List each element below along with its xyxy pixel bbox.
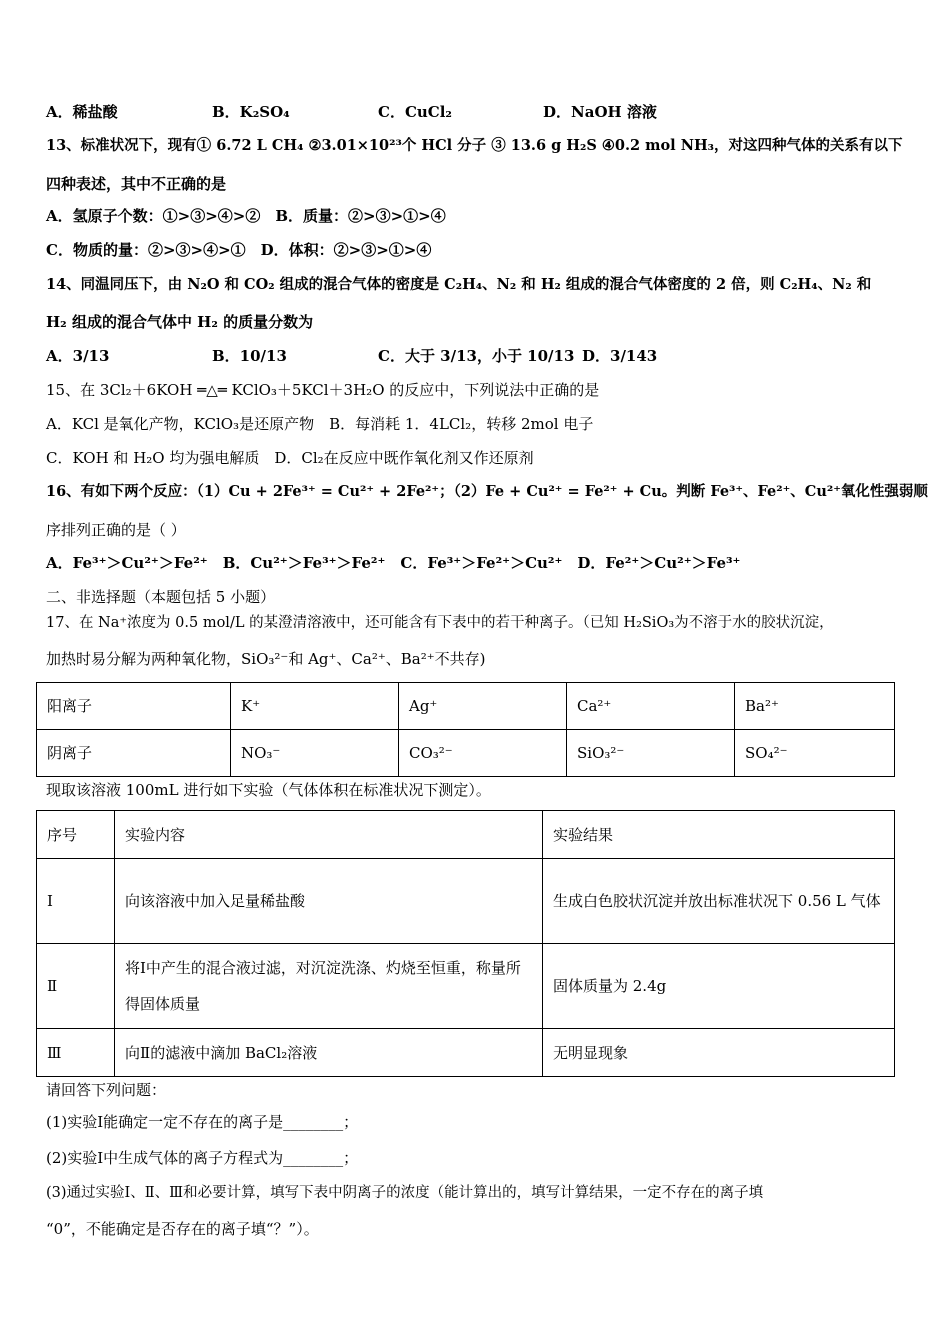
table-cell: 将Ⅰ中产生的混合液过滤，对沉淀洗涤、灼烧至恒重，称量所得固体质量 bbox=[115, 944, 543, 1029]
q17-stem: 17、在 Na⁺浓度为 0.5 mol/L 的某澄清溶液中，还可能含有下表中的若干种离子。（已知 H₂SiO₃为不溶于水的胶状沉淀， bbox=[46, 615, 834, 631]
table-cell: 向Ⅱ的滤液中滴加 BaCl₂溶液 bbox=[115, 1029, 543, 1077]
q17-sub3-cont: “0”，不能确定是否存在的离子填“？”）。 bbox=[46, 1220, 319, 1238]
table-cell: 无明显现象 bbox=[543, 1029, 895, 1077]
table-cell: SiO₃²⁻ bbox=[567, 730, 735, 777]
q14-option-d: D．3/143 bbox=[582, 347, 658, 365]
table-cell: Ca²⁺ bbox=[567, 683, 735, 730]
q13-stem: 13、标准状况下，现有① 6.72 L CH₄ ②3.01×10²³个 HCl 分子 ③ 13.6 g H₂S ④0.2 mol NH₃，对这四种气体的关系有以下 bbox=[46, 137, 903, 154]
table-cell: SO₄²⁻ bbox=[735, 730, 895, 777]
q16-stem-cont: 序排列正确的是（ ） bbox=[46, 521, 186, 539]
header-cell: 实验结果 bbox=[543, 811, 895, 859]
table-cell: 阳离子 bbox=[37, 683, 231, 730]
q17-sub1: (1)实验Ⅰ能确定一定不存在的离子是________； bbox=[46, 1113, 359, 1131]
q15-stem: 15、在 3Cl₂＋6KOH ═△═ KClO₃＋5KCl＋3H₂O 的反应中，下列说法中正确的是 bbox=[46, 381, 600, 399]
table-cell: 向该溶液中加入足量稀盐酸 bbox=[115, 859, 543, 944]
table-cell: NO₃⁻ bbox=[231, 730, 399, 777]
q14-stem: 14、同温同压下，由 N₂O 和 CO₂ 组成的混合气体的密度是 C₂H₄、N₂ 和 H₂ 组成的混合气体密度的 2 倍，则 C₂H₄、N₂ 和 bbox=[46, 276, 872, 293]
q15-options-ab: A．KCl 是氧化产物，KClO₃是还原产物 B．每消耗 1．4LCl₂，转移 2mol 电子 bbox=[46, 415, 594, 433]
table-cell: 固体质量为 2.4g bbox=[543, 944, 895, 1029]
q12-option-d: D．NaOH 溶液 bbox=[543, 103, 657, 121]
table-cell: K⁺ bbox=[231, 683, 399, 730]
q17-stem-cont: 加热时易分解为两种氧化物，SiO₃²⁻和 Ag⁺、Ca²⁺、Ba²⁺不共存) bbox=[46, 650, 486, 668]
q13-stem-cont: 四种表述，其中不正确的是 bbox=[46, 175, 227, 193]
table-row bbox=[37, 944, 895, 1029]
table-cell: Ⅲ bbox=[37, 1029, 115, 1077]
q15-options-cd: C．KOH 和 H₂O 均为强电解质 D．Cl₂在反应中既作氧化剂又作还原剂 bbox=[46, 449, 534, 467]
header-cell: 实验内容 bbox=[115, 811, 543, 859]
q12-option-b: B．K₂SO₄ bbox=[212, 103, 290, 121]
ion-table bbox=[36, 682, 895, 777]
experiment-table bbox=[36, 810, 895, 1077]
table-cell: 生成白色胶状沉淀并放出标准状况下 0.56 L 气体 bbox=[543, 859, 895, 944]
q17-intro: 现取该溶液 100mL 进行如下实验（气体体积在标准状况下测定）。 bbox=[46, 781, 491, 799]
table-row bbox=[37, 730, 895, 777]
q17-sub2: (2)实验Ⅰ中生成气体的离子方程式为________； bbox=[46, 1149, 359, 1167]
table-cell: Ⅰ bbox=[37, 859, 115, 944]
q16-options: A．Fe³⁺＞Cu²⁺＞Fe²⁺ B．Cu²⁺＞Fe³⁺＞Fe²⁺ C．Fe³⁺＞Fe²⁺＞Cu²⁺ D．Fe²⁺＞Cu²⁺＞Fe³⁺ bbox=[46, 554, 741, 572]
q17-prompt: 请回答下列问题： bbox=[46, 1081, 167, 1099]
q12-option-a: A．稀盐酸 bbox=[46, 103, 118, 121]
table-cell: 阴离子 bbox=[37, 730, 231, 777]
table-cell: Ⅱ bbox=[37, 944, 115, 1029]
q12-option-c: C．CuCl₂ bbox=[378, 103, 452, 121]
table-row bbox=[37, 683, 895, 730]
q16-stem: 16、有如下两个反应：（1）Cu + 2Fe³⁺ = Cu²⁺ + 2Fe²⁺；（2）Fe + Cu²⁺ = Fe²⁺ + Cu。判断 Fe³⁺、Fe²⁺、Cu²⁺氧化性强弱顺 bbox=[46, 483, 928, 500]
q14-option-b: B．10/13 bbox=[212, 347, 287, 365]
table-row bbox=[37, 859, 895, 944]
table-cell: Ba²⁺ bbox=[735, 683, 895, 730]
q17-sub3: (3)通过实验Ⅰ、Ⅱ、Ⅲ和必要计算，填写下表中阴离子的浓度（能计算出的，填写计算结果，一定不存在的离子填 bbox=[46, 1185, 764, 1201]
table-row bbox=[37, 1029, 895, 1077]
header-cell: 序号 bbox=[37, 811, 115, 859]
table-cell: CO₃²⁻ bbox=[399, 730, 567, 777]
q14-option-c: C．大于 3/13，小于 10/13 bbox=[378, 347, 575, 365]
table-header-row bbox=[37, 811, 895, 859]
q14-stem-cont: H₂ 组成的混合气体中 H₂ 的质量分数为 bbox=[46, 313, 314, 331]
table-cell: Ag⁺ bbox=[399, 683, 567, 730]
q13-options-ab: A．氢原子个数：①>③>④>② B．质量：②>③>①>④ bbox=[46, 207, 446, 225]
q14-option-a: A．3/13 bbox=[46, 347, 110, 365]
section-heading: 二、非选择题（本题包括 5 小题） bbox=[46, 588, 276, 606]
q13-options-cd: C．物质的量：②>③>④>① D．体积：②>③>①>④ bbox=[46, 241, 432, 259]
